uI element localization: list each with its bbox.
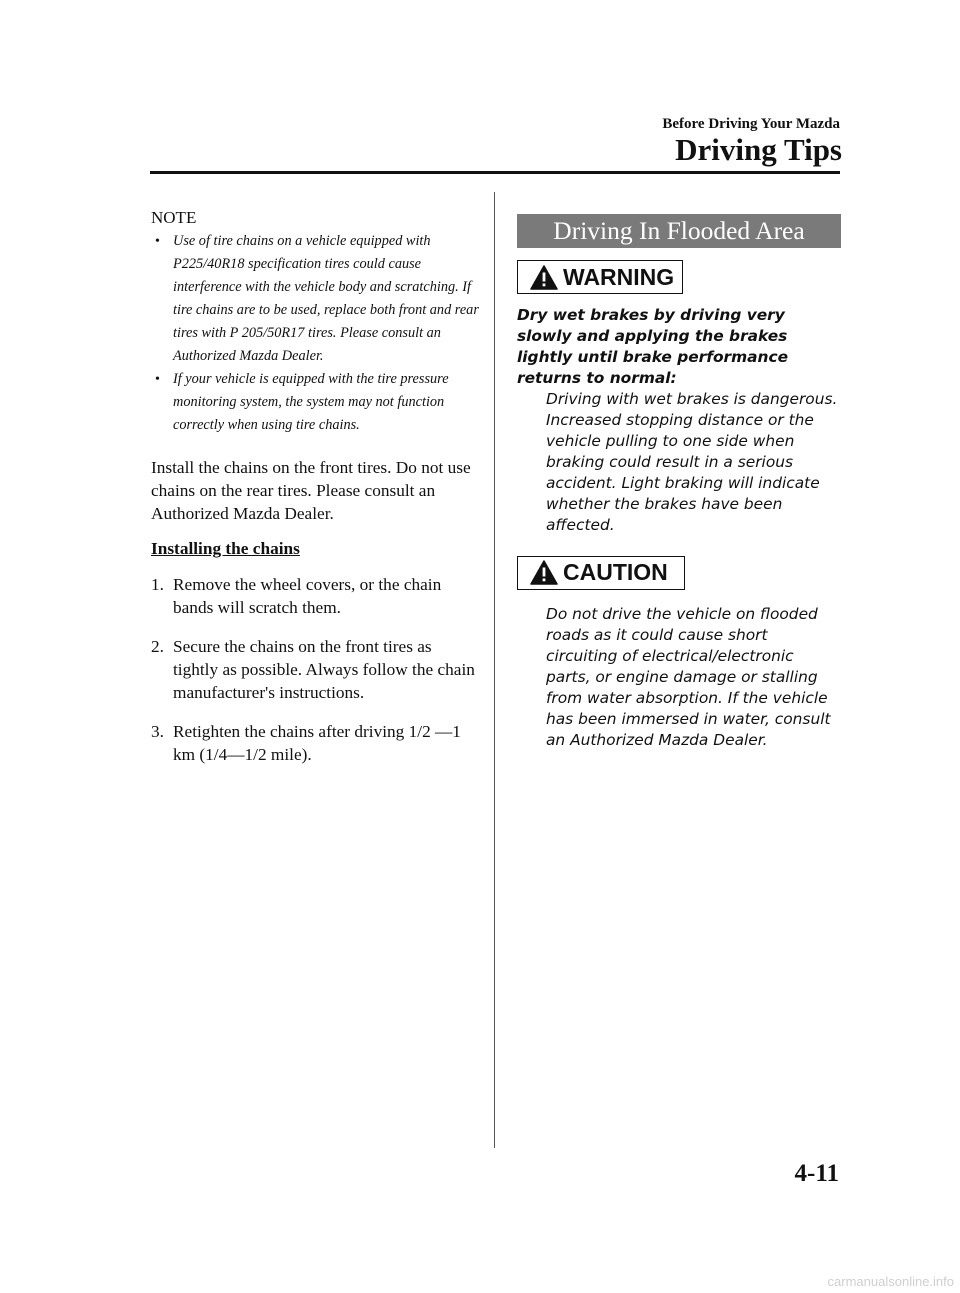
note-item bbox=[151, 368, 481, 437]
step-text: Secure the chains on the front tires as tightly as possible. Always follow the chain manufacturer's instructions. bbox=[173, 637, 475, 702]
step-item bbox=[151, 573, 481, 619]
column-divider bbox=[494, 192, 495, 1148]
caution-label: CAUTION bbox=[563, 559, 668, 585]
warning-label: WARNING bbox=[563, 263, 675, 290]
warning-body: Driving with wet brakes is dangerous. Increased stopping distance or the vehicle pulling to one side when braking could result in a serious accident. Light braking will indicate whether the brakes have been affected. bbox=[546, 389, 838, 534]
header-title: Driving Tips bbox=[675, 132, 842, 167]
warning-triangle-icon bbox=[530, 560, 558, 585]
note-list bbox=[151, 230, 481, 437]
warning-triangle-icon bbox=[530, 265, 558, 290]
bullet: • bbox=[155, 234, 160, 249]
left-column bbox=[151, 208, 481, 782]
steps-list bbox=[151, 573, 481, 766]
step-text: Retighten the chains after driving 1/2 ―1 km (1/4―1/2 mile). bbox=[173, 722, 461, 764]
note-heading: NOTE bbox=[151, 208, 197, 227]
note-item bbox=[151, 230, 481, 368]
page-number: 4-11 bbox=[794, 1160, 839, 1187]
header-rule bbox=[150, 171, 840, 174]
watermark: carmanualsonline.info bbox=[827, 1274, 954, 1289]
note-text: If your vehicle is equipped with the tire pressure monitoring system, the system may not function correctly when using tire chains. bbox=[173, 371, 449, 433]
step-item bbox=[151, 635, 481, 704]
step-number: 1. bbox=[151, 575, 164, 594]
section-banner: Driving In Flooded Area bbox=[517, 214, 841, 248]
header-section: Before Driving Your Mazda bbox=[662, 116, 840, 132]
installing-subheading: Installing the chains bbox=[151, 539, 300, 558]
step-item bbox=[151, 720, 481, 766]
note-text: Use of tire chains on a vehicle equipped with P225/40R18 specification tires could cause interference with the vehicle body and scratching. If tire chains are to be used, replace both front and rear tires with P 205/50R17 tires. Please consult an Authorized Mazda Dealer. bbox=[173, 233, 479, 364]
warning-box bbox=[517, 260, 683, 294]
bullet: • bbox=[155, 372, 160, 387]
caution-box bbox=[517, 556, 685, 590]
right-column bbox=[517, 214, 841, 751]
step-number: 3. bbox=[151, 722, 164, 741]
caution-body: Do not drive the vehicle on flooded roads as it could cause short circuiting of electrical/electronic parts, or engine damage or stalling from water absorption. If the vehicle has been immersed in water, consult an Authorized Mazda Dealer. bbox=[546, 605, 831, 749]
warning-lead: Dry wet brakes by driving very slowly and applying the brakes lightly until brake performance returns to normal: bbox=[517, 305, 789, 387]
step-text: Remove the wheel covers, or the chain bands will scratch them. bbox=[173, 575, 442, 617]
step-number: 2. bbox=[151, 637, 164, 656]
chains-paragraph: Install the chains on the front tires. Do not use chains on the rear tires. Please consult an Authorized Mazda Dealer. bbox=[151, 458, 471, 523]
